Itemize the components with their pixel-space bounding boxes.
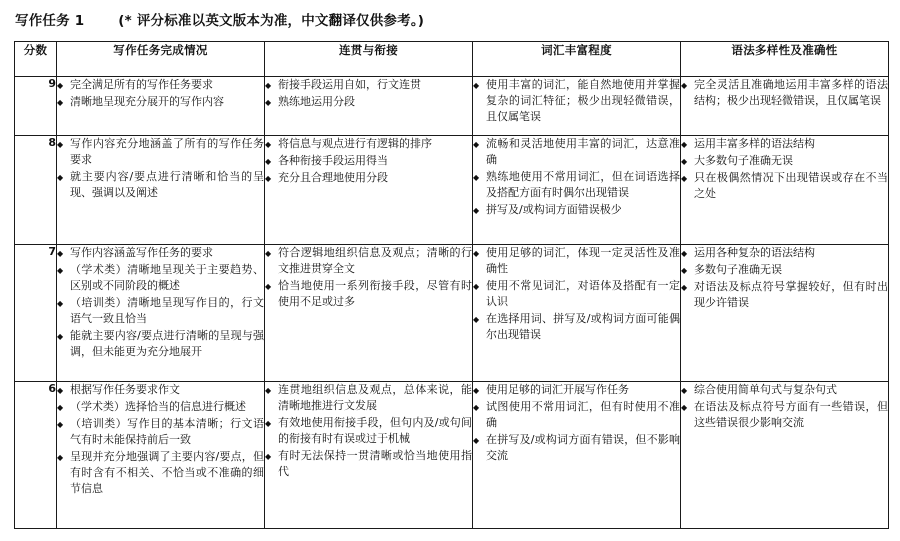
bullet-item: ◆ 根据写作任务要求作文 (57, 382, 264, 398)
score-value: 6 (15, 382, 57, 529)
bullet-item: ◆ 试图使用不常用词汇，但有时使用不准确 (473, 399, 680, 431)
score-value: 7 (15, 245, 57, 382)
bullet-item: ◆ （学术类）清晰地呈现关于主要趋势、区别或不同阶段的概述 (57, 262, 264, 294)
column-header-lexical-resource: 词汇丰富程度 (473, 42, 681, 77)
bullet-item: ◆ 大多数句子准确无误 (681, 153, 888, 169)
cell-coherence-cohesion (265, 245, 473, 382)
score-value: 8 (15, 136, 57, 245)
bullet-item: ◆ （培训类）写作目的基本清晰；行文语气有时未能保持前后一致 (57, 416, 264, 448)
column-header-grammatical-range: 语法多样性及准确性 (681, 42, 889, 77)
cell-task-achievement (57, 77, 265, 136)
page-title-main: 写作任务 1 (15, 13, 85, 29)
cell-lexical-resource (473, 382, 681, 529)
bullet-list (57, 77, 264, 110)
table-row (15, 245, 889, 382)
bullet-list (265, 382, 472, 480)
bullet-item: ◆ （培训类）清晰地呈现写作目的，行文语气一致且恰当 (57, 295, 264, 327)
page-title-note: (* 评分标准以英文版本为准，中文翻译仅供参考。) (118, 13, 425, 29)
cell-coherence-cohesion (265, 382, 473, 529)
table-row (15, 136, 889, 245)
cell-grammatical-range (681, 77, 889, 136)
bullet-item: ◆ 使用丰富的词汇，能自然地使用并掌握复杂的词汇特征；极少出现轻微错误，且仅属笔误 (473, 77, 680, 125)
cell-lexical-resource (473, 245, 681, 382)
bullet-item: ◆ 在拼写及/或构词方面有错误，但不影响交流 (473, 432, 680, 464)
bullet-item: ◆ 使用不常见词汇，对语体及搭配有一定认识 (473, 278, 680, 310)
cell-task-achievement (57, 136, 265, 245)
bullet-item: ◆ 熟练地使用不常用词汇，但在词语选择及搭配方面有时偶尔出现错误 (473, 169, 680, 201)
bullet-item: ◆ （学术类）选择恰当的信息进行概述 (57, 399, 264, 415)
bullet-list (681, 136, 888, 202)
bullet-item: ◆ 写作内容充分地涵盖了所有的写作任务要求 (57, 136, 264, 168)
bullet-item: ◆ 多数句子准确无误 (681, 262, 888, 278)
bullet-list (681, 77, 888, 109)
bullet-item: ◆ 对语法及标点符号掌握较好，但有时出现少许错误 (681, 279, 888, 311)
bullet-item: ◆ 有效地使用衔接手段，但句内及/或句间的衔接有时有误或过于机械 (265, 415, 472, 447)
table-row (15, 382, 889, 529)
bullet-item: ◆ 综合使用简单句式与复杂句式 (681, 382, 888, 398)
cell-lexical-resource (473, 77, 681, 136)
bullet-item: ◆ 完全满足所有的写作任务要求 (57, 77, 264, 93)
bullet-list (57, 245, 264, 360)
table-header-row (15, 42, 889, 77)
bullet-list (473, 245, 680, 343)
bullet-item: ◆ 符合逻辑地组织信息及观点；清晰的行文推进贯穿全文 (265, 245, 472, 277)
bullet-item: ◆ 有时无法保持一贯清晰或恰当地使用指代 (265, 448, 472, 480)
bullet-item: ◆ 就主要内容/要点进行清晰和恰当的呈现、强调以及阐述 (57, 169, 264, 201)
bullet-list (57, 136, 264, 201)
bullet-item: ◆ 衔接手段运用自如，行文连贯 (265, 77, 472, 93)
score-value: 9 (15, 77, 57, 136)
bullet-list (473, 382, 680, 464)
cell-grammatical-range (681, 136, 889, 245)
bullet-item: ◆ 将信息与观点进行有逻辑的排序 (265, 136, 472, 152)
cell-task-achievement (57, 382, 265, 529)
column-header-coherence-cohesion: 连贯与衔接 (265, 42, 473, 77)
table-body (15, 77, 889, 529)
bullet-item: ◆ 运用丰富多样的语法结构 (681, 136, 888, 152)
bullet-item: ◆ 恰当地使用一系列衔接手段，尽管有时使用不足或过多 (265, 278, 472, 310)
bullet-item: ◆ 连贯地组织信息及观点，总体来说，能清晰地推进行文发展 (265, 382, 472, 414)
bullet-item: ◆ 熟练地运用分段 (265, 94, 472, 110)
bullet-list (681, 382, 888, 431)
page-title (15, 9, 888, 29)
cell-lexical-resource (473, 136, 681, 245)
bullet-list (265, 136, 472, 186)
band-descriptors-table (14, 41, 889, 529)
cell-coherence-cohesion (265, 136, 473, 245)
bullet-list (57, 382, 264, 497)
bullet-item: ◆ 运用各种复杂的语法结构 (681, 245, 888, 261)
bullet-item: ◆ 流畅和灵活地使用丰富的词汇，达意准确 (473, 136, 680, 168)
bullet-item: ◆ 写作内容涵盖写作任务的要求 (57, 245, 264, 261)
cell-coherence-cohesion (265, 77, 473, 136)
bullet-list (681, 245, 888, 311)
bullet-item: ◆ 呈现并充分地强调了主要内容/要点，但有时含有不相关、不恰当或不准确的细节信息 (57, 449, 264, 497)
bullet-list (473, 136, 680, 218)
bullet-item: ◆ 完全灵活且准确地运用丰富多样的语法结构；极少出现轻微错误，且仅属笔误 (681, 77, 888, 109)
bullet-item: ◆ 使用足够的词汇开展写作任务 (473, 382, 680, 398)
table-row (15, 77, 889, 136)
table-header (15, 42, 889, 77)
bullet-item: ◆ 只在极偶然情况下出现错误或存在不当之处 (681, 170, 888, 202)
bullet-item: ◆ 各种衔接手段运用得当 (265, 153, 472, 169)
bullet-list (265, 245, 472, 310)
bullet-item: ◆ 在语法及标点符号方面有一些错误，但这些错误很少影响交流 (681, 399, 888, 431)
cell-grammatical-range (681, 382, 889, 529)
bullet-item: ◆ 能就主要内容/要点进行清晰的呈现与强调，但未能更为充分地展开 (57, 328, 264, 360)
cell-task-achievement (57, 245, 265, 382)
bullet-list (265, 77, 472, 110)
bullet-item: ◆ 在选择用词、拼写及/或构词方面可能偶尔出现错误 (473, 311, 680, 343)
bullet-list (473, 77, 680, 125)
bullet-item: ◆ 使用足够的词汇，体现一定灵活性及准确性 (473, 245, 680, 277)
cell-grammatical-range (681, 245, 889, 382)
bullet-item: ◆ 充分且合理地使用分段 (265, 170, 472, 186)
column-header-task-achievement: 写作任务完成情况 (57, 42, 265, 77)
bullet-item: ◆ 清晰地呈现充分展开的写作内容 (57, 94, 264, 110)
bullet-item: ◆ 拼写及/或构词方面错误极少 (473, 202, 680, 218)
column-header-score: 分数 (15, 42, 57, 77)
